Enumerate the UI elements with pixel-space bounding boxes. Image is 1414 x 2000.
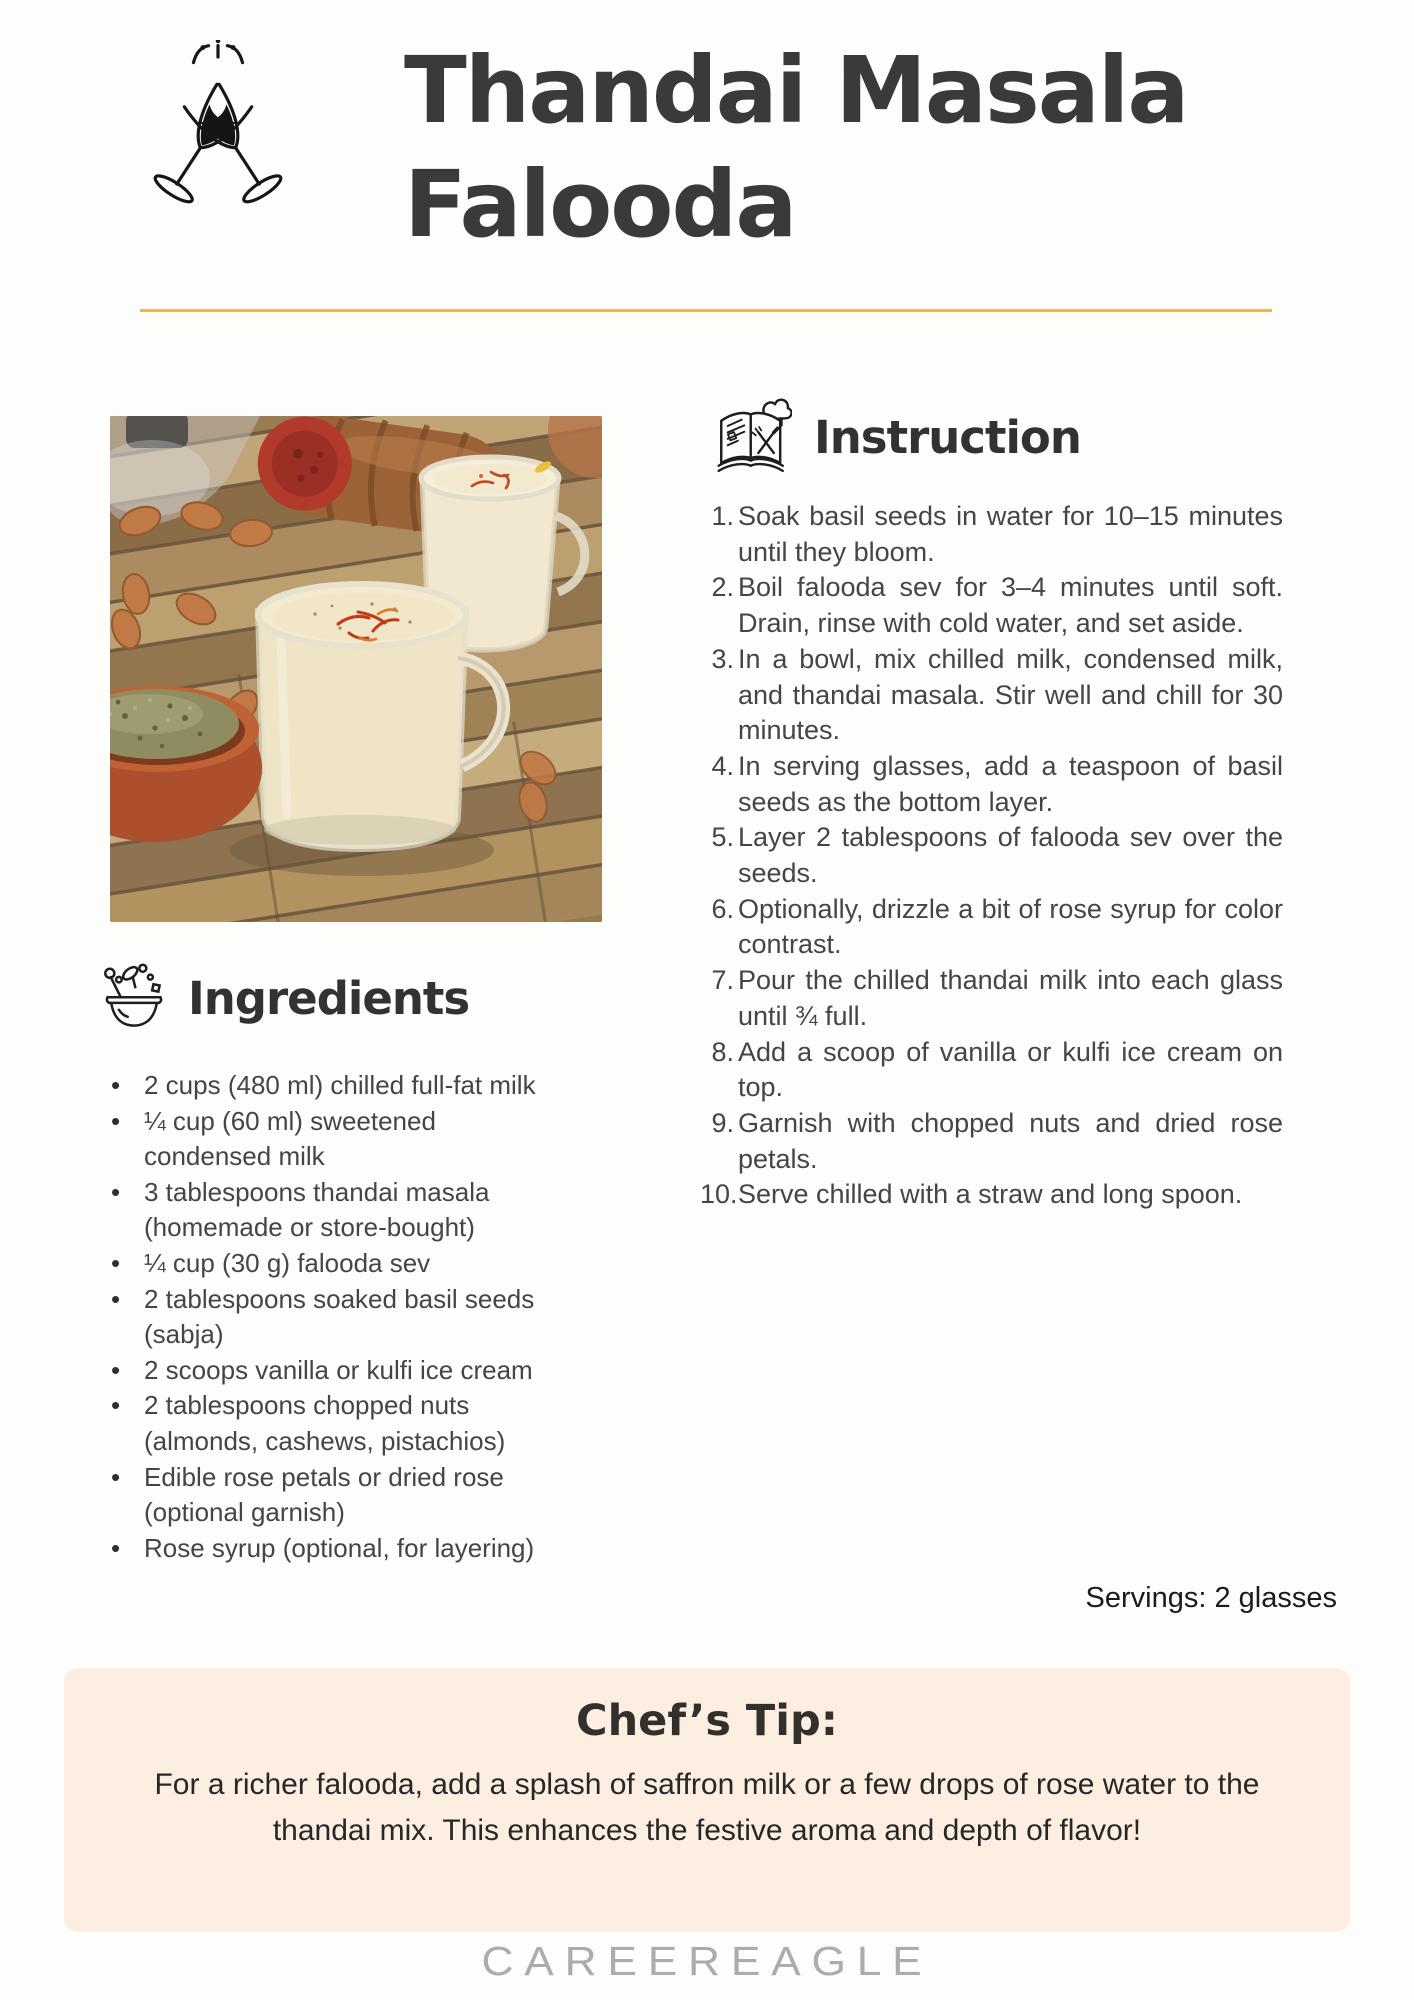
- instruction-step: Boil falooda sev for 3–4 minutes until soft. Drain, rinse with cold water, and set aside.: [738, 572, 1283, 639]
- recipe-photo: [110, 416, 602, 922]
- clinking-glasses-icon: [108, 40, 328, 236]
- chefs-tip-text: For a richer falooda, add a splash of saffron milk or a few drops of rose water to the thandai mix. This enhances the festive aroma and depth of flavor!: [154, 1768, 1260, 1847]
- instruction-heading: Instruction: [814, 411, 1081, 464]
- chefs-tip-heading: Chef’s Tip:: [576, 1696, 838, 1746]
- page-title-line2: Falooda: [404, 151, 796, 258]
- instruction-step: Optionally, drizzle a bit of rose syrup for color contrast.: [738, 893, 1283, 960]
- careereagle-logo: CAREEREAGLE: [481, 1938, 933, 1984]
- instruction-step: Soak basil seeds in water for 10–15 minutes until they bloom.: [738, 501, 1283, 567]
- ingredient-item: • 2 scoops vanilla or kulfi ice cream: [104, 1353, 560, 1389]
- ingredients-section-head: [102, 962, 469, 1035]
- ingredient-item: • ¼ cup (30 g) falooda sev: [104, 1246, 560, 1282]
- instruction-step: Layer 2 tablespoons of falooda sev over the seeds.: [738, 822, 1283, 889]
- ingredients-list: [104, 1068, 560, 1566]
- ingredients-heading: Ingredients: [188, 972, 470, 1025]
- instruction-step: In serving glasses, add a teaspoon of basil seeds as the bottom layer.: [738, 750, 1283, 817]
- ingredient-item: • 2 tablespoons soaked basil seeds (sabja): [104, 1282, 560, 1353]
- ingredient-item: • 3 tablespoons thandai masala (homemade or store-bought): [104, 1175, 560, 1246]
- ingredients-bowl-icon: [102, 962, 166, 1035]
- ingredient-item: • 2 tablespoons chopped nuts (almonds, cashews, pistachios): [104, 1388, 560, 1459]
- recipe-book-chef-hat-icon: [712, 394, 792, 481]
- chefs-tip-box: [64, 1668, 1350, 1932]
- instruction-step: Serve chilled with a straw and long spoon.: [738, 1179, 1243, 1210]
- instruction-step: In a bowl, mix chilled milk, condensed milk, and thandai masala. Stir well and chill for 30 minutes.: [738, 643, 1283, 746]
- header-divider: [140, 309, 1272, 312]
- instruction-steps: [700, 499, 1283, 1213]
- ingredient-item: • Rose syrup (optional, for layering): [104, 1531, 560, 1567]
- servings-text: Servings: 2 glasses: [1085, 1582, 1337, 1614]
- page-title: [404, 34, 1304, 262]
- ingredient-item: • ¼ cup (60 ml) sweetened condensed milk: [104, 1104, 560, 1175]
- ingredient-item: • 2 cups (480 ml) chilled full-fat milk: [104, 1068, 560, 1104]
- instruction-section-head: [712, 394, 1081, 481]
- instruction-step: Pour the chilled thandai milk into each glass until ¾ full.: [738, 965, 1283, 1031]
- ingredient-item: • Edible rose petals or dried rose (optional garnish): [104, 1460, 560, 1531]
- instruction-step: Garnish with chopped nuts and dried rose petals.: [738, 1107, 1283, 1174]
- page-title-line1: Thandai Masala: [404, 37, 1188, 144]
- instruction-step: Add a scoop of vanilla or kulfi ice cream on top.: [738, 1036, 1283, 1103]
